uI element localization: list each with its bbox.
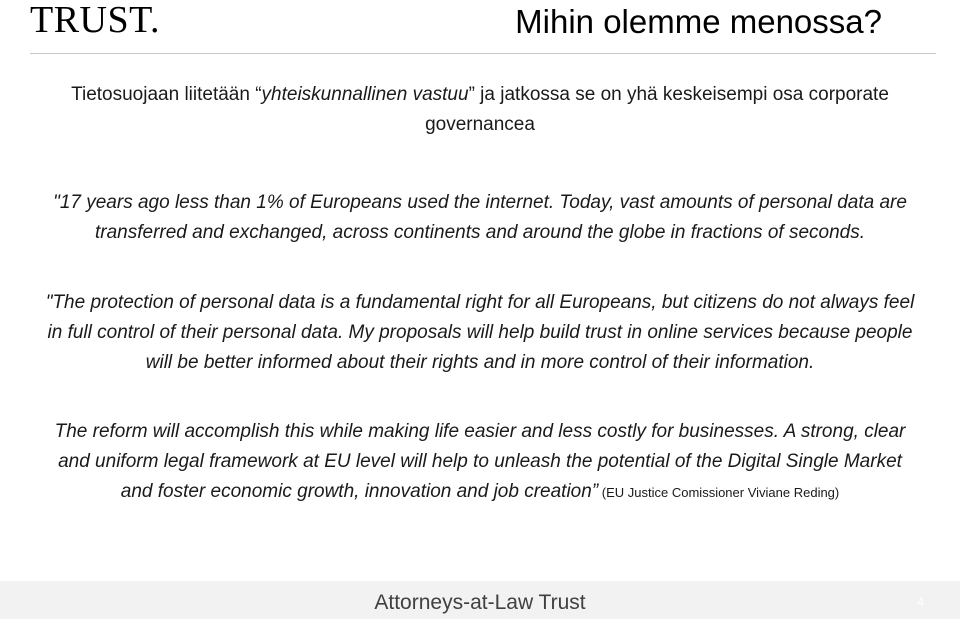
citation-source: EU Justice Comissioner Viviane Reding): [606, 485, 840, 500]
intro-text-before: Tietosuojaan liitetään: [71, 84, 256, 105]
footer-firm-name: Attorneys-at-Law Trust: [374, 591, 586, 614]
quote-text: The reform will accomplish this while making life easier and less costly for businesses. A strong, clear and uniform legal framework at EU level will help to unleash the potential of the Digital Single Market and foster economic growth, innovation and job creation: [54, 421, 906, 502]
intro-open-quote: “: [255, 84, 262, 105]
quote-text: "17 years ago less than 1% of Europeans used the internet. Today, vast amounts of personal data are transferred and exchanged, across continents and around the globe in fractions of seconds.: [53, 192, 907, 243]
quote-paragraph-internet: [40, 188, 920, 248]
intro-emphasis: yhteiskunnallinen vastuu: [261, 84, 469, 105]
page-number: 4: [917, 595, 924, 609]
quote-close-mark: ”: [591, 481, 599, 502]
quote-paragraph-protection: [40, 288, 920, 378]
intro-close-quote: ”: [468, 84, 475, 105]
slide-title: Mihin olemme menossa?: [515, 3, 882, 40]
quote-paragraph-reform: [40, 417, 920, 508]
intro-text-after: ja jatkossa se on yhä keskeisempi osa corporate governancea: [425, 84, 889, 135]
title-divider: [30, 53, 936, 54]
company-logo: TRUST.: [30, 0, 161, 41]
quote-text: "The protection of personal data is a fundamental right for all Europeans, but citizens do not always feel in full control of their personal data. My proposals will help build trust in online services because people will be better informed about their rights and in more control of their information.: [45, 292, 915, 373]
intro-paragraph: [40, 80, 920, 140]
citation-open-paren: (: [598, 485, 607, 500]
